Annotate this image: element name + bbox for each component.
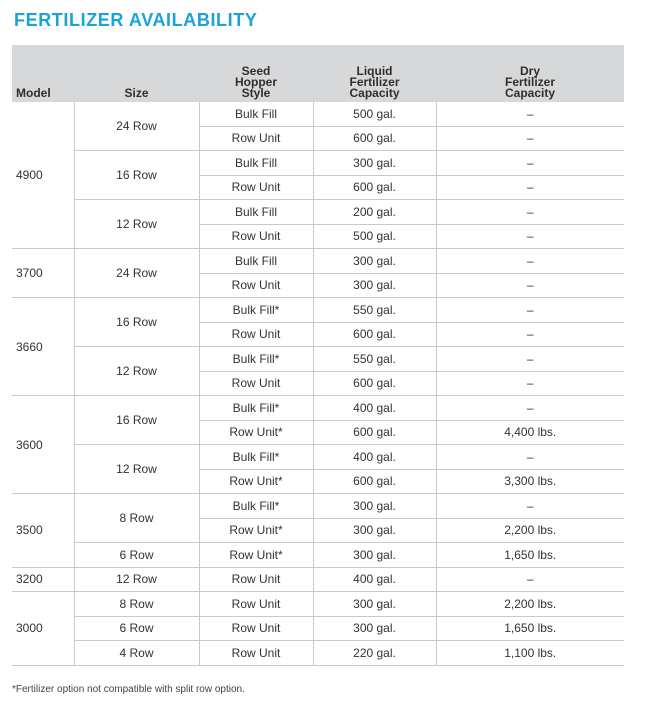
- size-cell: 16 Row: [74, 298, 199, 347]
- dry-capacity-cell: 2,200 lbs.: [436, 592, 624, 617]
- seed-hopper-cell: Bulk Fill: [199, 151, 313, 176]
- seed-hopper-cell: Bulk Fill: [199, 249, 313, 274]
- liquid-capacity-cell: 300 gal.: [313, 543, 436, 568]
- liquid-capacity-cell: 600 gal.: [313, 371, 436, 396]
- dry-capacity-cell: –: [436, 322, 624, 347]
- table-body: [12, 102, 624, 665]
- liquid-capacity-cell: 600 gal.: [313, 126, 436, 151]
- seed-hopper-cell: Bulk Fill*: [199, 494, 313, 519]
- size-cell: 24 Row: [74, 249, 199, 298]
- liquid-capacity-cell: 300 gal.: [313, 494, 436, 519]
- dry-capacity-cell: –: [436, 396, 624, 421]
- table-header-row: [12, 45, 624, 102]
- footnote: *Fertilizer option not compatible with split row option.: [12, 684, 245, 695]
- seed-hopper-cell: Bulk Fill*: [199, 298, 313, 323]
- seed-hopper-cell: Bulk Fill*: [199, 347, 313, 372]
- dry-capacity-cell: –: [436, 151, 624, 176]
- size-cell: 12 Row: [74, 567, 199, 592]
- header-size: Size: [74, 45, 199, 102]
- dry-capacity-cell: –: [436, 175, 624, 200]
- dry-capacity-cell: –: [436, 494, 624, 519]
- size-cell: 4 Row: [74, 641, 199, 666]
- seed-hopper-cell: Row Unit: [199, 567, 313, 592]
- table-row: [12, 641, 624, 666]
- size-cell: 8 Row: [74, 592, 199, 617]
- model-cell: 3500: [12, 494, 74, 568]
- table-row: [12, 567, 624, 592]
- dry-capacity-cell: –: [436, 126, 624, 151]
- dry-capacity-cell: 2,200 lbs.: [436, 518, 624, 543]
- dry-capacity-cell: 1,650 lbs.: [436, 543, 624, 568]
- size-cell: 12 Row: [74, 200, 199, 249]
- model-cell: 4900: [12, 102, 74, 249]
- model-cell: 3660: [12, 298, 74, 396]
- size-cell: 16 Row: [74, 151, 199, 200]
- seed-hopper-cell: Row Unit: [199, 175, 313, 200]
- page-title: FERTILIZER AVAILABILITY: [14, 10, 258, 30]
- dry-capacity-cell: –: [436, 347, 624, 372]
- header-liquid-fertilizer-capacity: Liquid Fertilizer Capacity: [313, 45, 436, 102]
- dry-capacity-cell: 3,300 lbs.: [436, 469, 624, 494]
- liquid-capacity-cell: 300 gal.: [313, 518, 436, 543]
- model-cell: 3000: [12, 592, 74, 666]
- liquid-capacity-cell: 500 gal.: [313, 224, 436, 249]
- seed-hopper-cell: Row Unit: [199, 616, 313, 641]
- dry-capacity-cell: –: [436, 200, 624, 225]
- header-seed-hopper-style: Seed Hopper Style: [199, 45, 313, 102]
- size-cell: 6 Row: [74, 543, 199, 568]
- table-row: [12, 543, 624, 568]
- fertilizer-availability-table: [12, 45, 624, 666]
- table-row: [12, 200, 624, 225]
- seed-hopper-cell: Row Unit*: [199, 469, 313, 494]
- size-cell: 12 Row: [74, 445, 199, 494]
- seed-hopper-cell: Bulk Fill: [199, 102, 313, 126]
- dry-capacity-cell: –: [436, 371, 624, 396]
- model-cell: 3600: [12, 396, 74, 494]
- liquid-capacity-cell: 500 gal.: [313, 102, 436, 126]
- liquid-capacity-cell: 300 gal.: [313, 249, 436, 274]
- dry-capacity-cell: 4,400 lbs.: [436, 420, 624, 445]
- size-cell: 6 Row: [74, 616, 199, 641]
- dry-capacity-cell: –: [436, 249, 624, 274]
- table-row: [12, 249, 624, 274]
- model-cell: 3200: [12, 567, 74, 592]
- liquid-capacity-cell: 550 gal.: [313, 347, 436, 372]
- table-row: [12, 347, 624, 372]
- liquid-capacity-cell: 600 gal.: [313, 175, 436, 200]
- seed-hopper-cell: Row Unit: [199, 126, 313, 151]
- liquid-capacity-cell: 220 gal.: [313, 641, 436, 666]
- liquid-capacity-cell: 550 gal.: [313, 298, 436, 323]
- dry-capacity-cell: –: [436, 273, 624, 298]
- table-row: [12, 151, 624, 176]
- liquid-capacity-cell: 600 gal.: [313, 322, 436, 347]
- seed-hopper-cell: Row Unit: [199, 273, 313, 298]
- liquid-capacity-cell: 300 gal.: [313, 592, 436, 617]
- table-row: [12, 445, 624, 470]
- model-cell: 3700: [12, 249, 74, 298]
- dry-capacity-cell: 1,100 lbs.: [436, 641, 624, 666]
- dry-capacity-cell: –: [436, 567, 624, 592]
- liquid-capacity-cell: 400 gal.: [313, 396, 436, 421]
- seed-hopper-cell: Row Unit: [199, 322, 313, 347]
- table-row: [12, 102, 624, 126]
- header-model: Model: [12, 45, 74, 102]
- seed-hopper-cell: Row Unit*: [199, 420, 313, 445]
- seed-hopper-cell: Bulk Fill*: [199, 396, 313, 421]
- liquid-capacity-cell: 400 gal.: [313, 567, 436, 592]
- table-row: [12, 298, 624, 323]
- seed-hopper-cell: Row Unit*: [199, 518, 313, 543]
- seed-hopper-cell: Row Unit: [199, 224, 313, 249]
- seed-hopper-cell: Row Unit*: [199, 543, 313, 568]
- liquid-capacity-cell: 600 gal.: [313, 420, 436, 445]
- table-row: [12, 592, 624, 617]
- size-cell: 24 Row: [74, 102, 199, 151]
- liquid-capacity-cell: 600 gal.: [313, 469, 436, 494]
- table-row: [12, 396, 624, 421]
- liquid-capacity-cell: 300 gal.: [313, 616, 436, 641]
- seed-hopper-cell: Row Unit: [199, 592, 313, 617]
- table-row: [12, 494, 624, 519]
- header-dry-fertilizer-capacity: Dry Fertilizer Capacity: [436, 45, 624, 102]
- size-cell: 12 Row: [74, 347, 199, 396]
- dry-capacity-cell: –: [436, 298, 624, 323]
- liquid-capacity-cell: 300 gal.: [313, 151, 436, 176]
- size-cell: 8 Row: [74, 494, 199, 543]
- seed-hopper-cell: Bulk Fill*: [199, 445, 313, 470]
- liquid-capacity-cell: 200 gal.: [313, 200, 436, 225]
- dry-capacity-cell: 1,650 lbs.: [436, 616, 624, 641]
- dry-capacity-cell: –: [436, 224, 624, 249]
- dry-capacity-cell: –: [436, 102, 624, 126]
- seed-hopper-cell: Row Unit: [199, 641, 313, 666]
- seed-hopper-cell: Row Unit: [199, 371, 313, 396]
- seed-hopper-cell: Bulk Fill: [199, 200, 313, 225]
- liquid-capacity-cell: 400 gal.: [313, 445, 436, 470]
- liquid-capacity-cell: 300 gal.: [313, 273, 436, 298]
- size-cell: 16 Row: [74, 396, 199, 445]
- table-row: [12, 616, 624, 641]
- dry-capacity-cell: –: [436, 445, 624, 470]
